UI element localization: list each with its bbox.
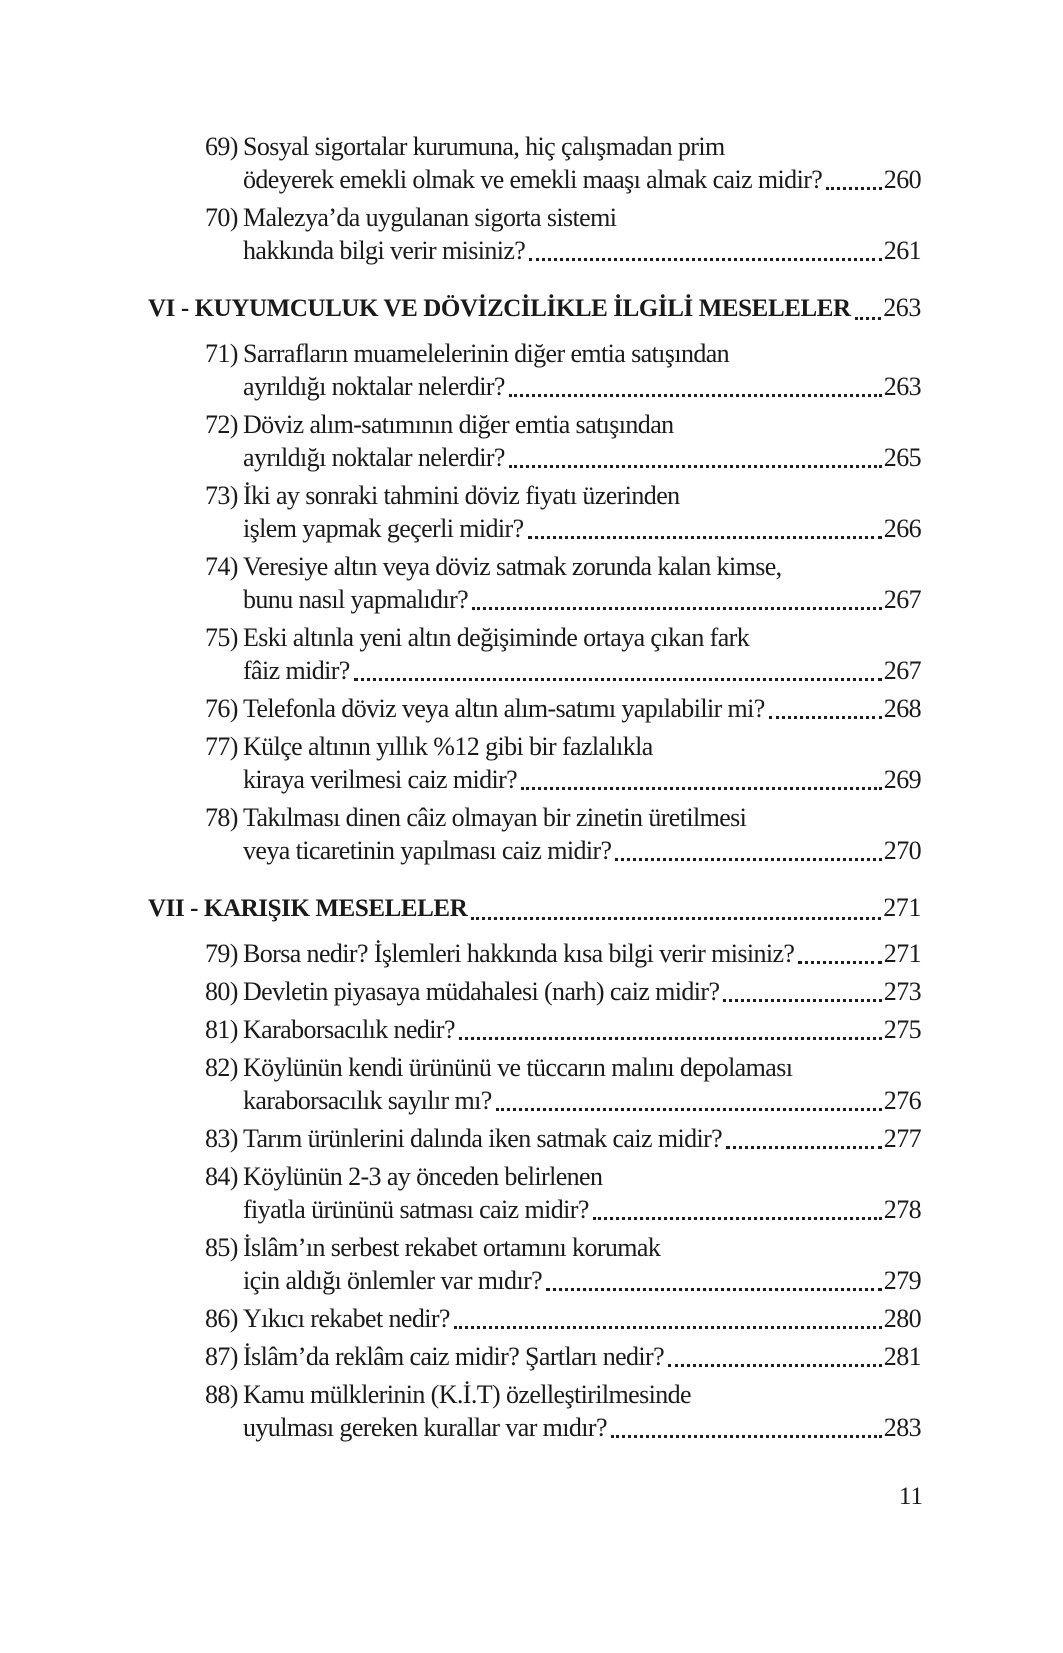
entry-number: 75) — [205, 623, 238, 652]
dot-leader — [855, 317, 881, 320]
toc-entry — [205, 801, 921, 867]
entry-page-number: 283 — [883, 1413, 921, 1442]
entry-lines — [243, 1013, 921, 1046]
entry-line — [243, 1231, 921, 1264]
entry-line — [243, 692, 921, 725]
entry-lines — [243, 621, 921, 687]
entry-text: Karaborsacılık nedir? — [243, 1015, 455, 1044]
entry-lines — [243, 937, 921, 970]
entry-number: 78) — [205, 803, 238, 832]
entry-number: 86) — [205, 1304, 238, 1333]
entry-lines — [243, 1122, 921, 1155]
entry-line — [243, 763, 921, 796]
toc-entry — [205, 201, 921, 267]
entry-number: 81) — [205, 1015, 238, 1044]
dot-leader — [798, 961, 881, 964]
entry-number: 69) — [205, 132, 238, 161]
entry-page-number: 277 — [883, 1124, 921, 1153]
toc-entry — [205, 1051, 921, 1117]
entry-text: ayrıldığı noktalar nelerdir? — [243, 443, 505, 472]
dot-leader — [726, 1146, 882, 1149]
entry-text: fiyatla ürününü satması caiz midir? — [243, 1195, 589, 1224]
toc-entry — [205, 479, 921, 545]
entry-text: Telefonla döviz veya altın alım-satımı yapılabilir mi? — [243, 694, 765, 723]
entry-text: Köylünün 2-3 ay önceden belirlenen — [243, 1162, 603, 1191]
entry-line — [243, 441, 921, 474]
entry-line — [243, 1302, 921, 1335]
dot-leader — [471, 917, 881, 920]
entry-line — [243, 201, 921, 234]
entry-line — [243, 1264, 921, 1297]
entry-number: 80) — [205, 977, 238, 1006]
dot-leader — [723, 999, 881, 1002]
entry-number: 77) — [205, 732, 238, 761]
entry-page-number: 265 — [883, 443, 921, 472]
toc-entry — [205, 1160, 921, 1226]
entry-page-number: 275 — [883, 1015, 921, 1044]
entry-text: uyulması gereken kurallar var mıdır? — [243, 1413, 607, 1442]
entry-text: Devletin piyasaya müdahalesi (narh) caiz midir? — [243, 977, 720, 1006]
toc-entry — [205, 1302, 921, 1335]
entry-text: işlem yapmak geçerli midir? — [243, 514, 524, 543]
entry-lines — [243, 730, 921, 796]
section-page-number: 271 — [883, 893, 921, 922]
entry-line — [243, 550, 921, 583]
entry-number: 74) — [205, 552, 238, 581]
entry-page-number: 270 — [883, 836, 921, 865]
entry-number: 71) — [205, 339, 238, 368]
entry-page-number: 266 — [883, 514, 921, 543]
toc-entry — [205, 408, 921, 474]
entry-lines — [243, 1302, 921, 1335]
entry-page-number: 267 — [883, 656, 921, 685]
entry-lines — [243, 479, 921, 545]
entry-text: fâiz midir? — [243, 656, 350, 685]
entry-lines — [243, 1378, 921, 1444]
entry-text: Külçe altının yıllık %12 gibi bir fazlalıkla — [243, 732, 653, 761]
entry-lines — [243, 1231, 921, 1297]
entry-text: Köylünün kendi ürününü ve tüccarın malını depolaması — [243, 1053, 793, 1082]
entry-lines — [243, 1160, 921, 1226]
entry-text: Yıkıcı rekabet nedir? — [243, 1304, 450, 1333]
dot-leader — [459, 1037, 882, 1040]
toc-entry — [205, 975, 921, 1008]
entry-text: hakkında bilgi verir misiniz? — [243, 236, 526, 265]
entry-text: İki ay sonraki tahmini döviz fiyatı üzerinden — [243, 481, 680, 510]
entry-page-number: 271 — [883, 939, 921, 968]
entry-line — [243, 1193, 921, 1226]
dot-leader — [668, 1364, 882, 1367]
toc-entry — [205, 337, 921, 403]
entry-number: 73) — [205, 481, 238, 510]
entry-line — [243, 1051, 921, 1084]
dot-leader — [611, 1435, 882, 1438]
entry-number: 85) — [205, 1233, 238, 1262]
entry-page-number: 261 — [883, 236, 921, 265]
entry-text: Sosyal sigortalar kurumuna, hiç çalışmadan prim — [243, 132, 725, 161]
toc-entry — [205, 692, 921, 725]
entry-line — [243, 163, 921, 196]
entry-line — [243, 975, 921, 1008]
entry-text: Eski altınla yeni altın değişiminde ortaya çıkan fark — [243, 623, 750, 652]
entry-line — [243, 801, 921, 834]
entry-page-number: 269 — [883, 765, 921, 794]
dot-leader — [529, 258, 882, 261]
entry-line — [243, 730, 921, 763]
entry-line — [243, 512, 921, 545]
entry-line — [243, 479, 921, 512]
entry-page-number: 263 — [883, 372, 921, 401]
entry-number: 88) — [205, 1380, 238, 1409]
toc-entry — [205, 730, 921, 796]
toc-entry — [205, 621, 921, 687]
entry-lines — [243, 130, 921, 196]
entry-text: kiraya verilmesi caiz midir? — [243, 765, 518, 794]
entry-line — [243, 370, 921, 403]
entry-number: 72) — [205, 410, 238, 439]
entry-lines — [243, 550, 921, 616]
entry-text: Malezya’da uygulanan sigorta sistemi — [243, 203, 617, 232]
entry-page-number: 273 — [883, 977, 921, 1006]
toc-entry — [205, 1340, 921, 1373]
entry-page-number: 278 — [883, 1195, 921, 1224]
entry-number: 84) — [205, 1162, 238, 1191]
page-number: 11 — [898, 1483, 923, 1510]
entry-text: Döviz alım-satımının diğer emtia satışından — [243, 410, 674, 439]
entry-text: Takılması dinen câiz olmayan bir zinetin üretilmesi — [243, 803, 747, 832]
entry-text: için aldığı önlemler var mıdır? — [243, 1266, 543, 1295]
entry-text: Veresiye altın veya döviz satmak zorunda kalan kimse, — [243, 552, 782, 581]
entry-line — [243, 1122, 921, 1155]
entry-line — [243, 337, 921, 370]
toc-entry — [205, 550, 921, 616]
dot-leader — [521, 787, 882, 790]
entry-line — [243, 1084, 921, 1117]
entry-line — [243, 408, 921, 441]
entry-text: veya ticaretinin yapılması caiz midir? — [243, 836, 612, 865]
entry-lines — [243, 692, 921, 725]
dot-leader — [615, 858, 881, 861]
entry-page-number: 279 — [883, 1266, 921, 1295]
entry-text: Kamu mülklerinin (K.İ.T) özelleştirilmesinde — [243, 1380, 691, 1409]
dot-leader — [354, 678, 882, 681]
entry-number: 79) — [205, 939, 238, 968]
entry-number: 87) — [205, 1342, 238, 1371]
entry-lines — [243, 801, 921, 867]
toc-entry — [205, 1231, 921, 1297]
entry-lines — [243, 1051, 921, 1117]
entry-lines — [243, 337, 921, 403]
toc-entry — [205, 937, 921, 970]
table-of-contents — [148, 130, 921, 1449]
entry-page-number: 276 — [883, 1086, 921, 1115]
dot-leader — [472, 607, 882, 610]
section-heading-label: VI - KUYUMCULUK VE DÖVİZCİLİKLE İLGİLİ MESELELER — [148, 295, 851, 322]
dot-leader — [769, 716, 882, 719]
toc-section-heading — [148, 891, 921, 925]
entry-line — [243, 621, 921, 654]
entry-number: 70) — [205, 203, 238, 232]
entry-line — [243, 937, 921, 970]
entry-text: bunu nasıl yapmalıdır? — [243, 585, 469, 614]
toc-entry — [205, 1378, 921, 1444]
entry-line — [243, 1013, 921, 1046]
entry-line — [243, 1340, 921, 1373]
dot-leader — [546, 1288, 882, 1291]
entry-lines — [243, 1340, 921, 1373]
entry-text: ayrıldığı noktalar nelerdir? — [243, 372, 505, 401]
entry-lines — [243, 975, 921, 1008]
entry-text: Tarım ürünlerini dalında iken satmak caiz midir? — [243, 1124, 723, 1153]
entry-text: ödeyerek emekli olmak ve emekli maaşı almak caiz midir? — [243, 165, 823, 194]
entry-line — [243, 130, 921, 163]
entry-page-number: 268 — [883, 694, 921, 723]
entry-page-number: 281 — [883, 1342, 921, 1371]
section-page-number: 263 — [883, 293, 921, 322]
entry-number: 82) — [205, 1053, 238, 1082]
entry-number: 76) — [205, 694, 238, 723]
entry-lines — [243, 201, 921, 267]
entry-text: İslâm’ın serbest rekabet ortamını korumak — [243, 1233, 661, 1262]
dot-leader — [593, 1217, 882, 1220]
toc-entry — [205, 130, 921, 196]
dot-leader — [496, 1108, 882, 1111]
toc-entry — [205, 1122, 921, 1155]
entry-number: 83) — [205, 1124, 238, 1153]
toc-entry — [205, 1013, 921, 1046]
entry-text: karaborsacılık sayılır mı? — [243, 1086, 492, 1115]
section-heading-label: VII - KARIŞIK MESELELER — [148, 895, 468, 922]
entry-text: Sarrafların muamelelerinin diğer emtia satışından — [243, 339, 730, 368]
entry-page-number: 260 — [883, 165, 921, 194]
entry-page-number: 267 — [883, 585, 921, 614]
entry-text: Borsa nedir? İşlemleri hakkında kısa bilgi verir misiniz? — [243, 939, 795, 968]
dot-leader — [509, 394, 882, 397]
entry-line — [243, 1411, 921, 1444]
entry-line — [243, 234, 921, 267]
entry-text: İslâm’da reklâm caiz midir? Şartları nedir? — [243, 1342, 665, 1371]
entry-line — [243, 1160, 921, 1193]
dot-leader — [528, 536, 882, 539]
entry-line — [243, 834, 921, 867]
dot-leader — [509, 465, 882, 468]
dot-leader — [826, 187, 882, 190]
entry-lines — [243, 408, 921, 474]
entry-line — [243, 1378, 921, 1411]
entry-line — [243, 583, 921, 616]
entry-line — [243, 654, 921, 687]
entry-page-number: 280 — [883, 1304, 921, 1333]
toc-section-heading — [148, 291, 921, 325]
dot-leader — [454, 1326, 882, 1329]
